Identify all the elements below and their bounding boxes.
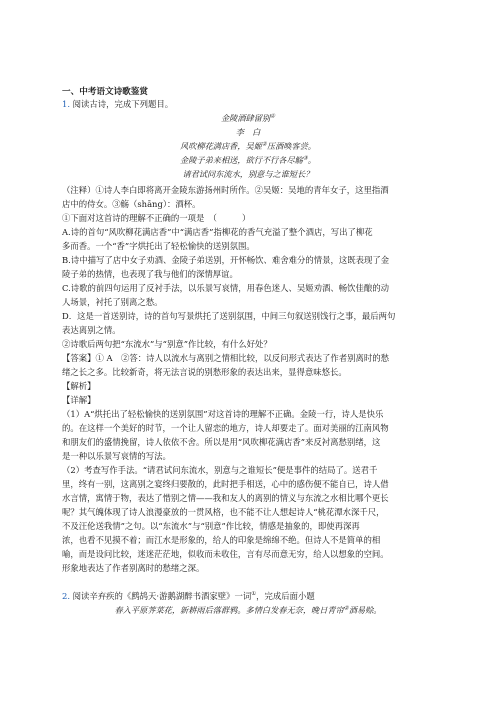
question-intro-text: 阅读古诗，完成下列题目。: [72, 99, 174, 109]
question-intro-tail: ，完成后面小题: [256, 591, 315, 601]
detail-line: 不及汪伦送我情”之句。以“东流水”与“别意”作比较，情感是抽象的，即使再深再: [62, 521, 360, 531]
option-line: 陵子弟的热情，也表现了我与他们的深情厚谊。: [62, 269, 238, 279]
detail-line: 呢？其气魄体现了诗人浪漫豪放的一贯风格，也不能不让人想起诗人“桃花潭水深千尺，: [62, 507, 385, 517]
question-1-intro: [62, 98, 173, 110]
option-line: A.诗的首句“风吹柳花满店香”中“满店香”指柳花的香气充溢了整个酒店，写出了柳花: [62, 227, 373, 237]
poem-line-2: [0, 154, 496, 166]
detail-line: 水言情，寓情于物，表达了惜别之情——我和友人的离别的情义与东流之水相比哪个更长: [62, 493, 389, 503]
poem-line-1: [0, 140, 496, 152]
footnote-mark: ③: [302, 155, 308, 162]
detail-label: 【详解】: [62, 395, 96, 405]
detail-line: 是一种以乐景写哀情的写法。: [62, 451, 171, 461]
notes-line: 店中的侍女。③觞（shāng）：酒杯。: [62, 199, 201, 209]
poem-title: [0, 112, 496, 124]
detail-line: 的。在这样一个美好的时节，一个让人留恋的地方，诗人却要走了。面对美丽的江南风物: [62, 423, 389, 433]
option-line: 人场景，衬托了别离之愁。: [62, 297, 163, 307]
poem-line-text: 金陵子弟来相送，欲行不行各尽觞: [180, 155, 303, 165]
poem-line-3: 请君试问东流水，别意与之谁短长？: [182, 169, 314, 179]
poem-line-text: 压酒唤客尝。: [266, 141, 316, 151]
answer-line: 【答案】① A ②答：诗人以流水与离别之情相比较，以反问形式表达了作者别离时的愁: [62, 353, 389, 363]
option-line: 表达离别之情。: [62, 325, 121, 335]
detail-line: 喻，而是设问比较，迷迷茫茫地，似收而未收住，言有尽而意无穷，给人以想象的空间。: [62, 549, 389, 559]
detail-line: 和朋友们的盛情挽留，诗人依依不舍。所以是用“风吹柳花满店香”来反衬离愁别绪，这: [62, 437, 381, 447]
footnote-mark: ①: [270, 113, 276, 120]
analysis-label: 【解析】: [62, 381, 96, 391]
detail-line: （1）A“烘托出了轻松愉快的送别氛围”对这首诗的理解不正确。金陵一行，诗人是快乐: [62, 409, 384, 419]
notes-line: （注释）①诗人李白即将离开金陵东游扬州时所作。②吴姬：吴地的青年女子，这里指酒: [62, 185, 389, 195]
subquestion-line: ①下面对这首诗的理解不正确的一项是 （ ）: [62, 213, 251, 223]
footnote-mark: ②: [261, 141, 267, 148]
section-title: 一、中考语文诗歌鉴赏: [62, 87, 148, 97]
option-line: B.诗中描写了店中女子劝酒、金陵子弟送别，开怀畅饮、难舍难分的情景，这既表现了金: [62, 255, 390, 265]
answer-line: 绪之长之多。比较新奇，将无法言说的别愁形象的表达出来，显得意味悠长。: [62, 367, 347, 377]
poem-author: 李 白: [235, 127, 261, 137]
detail-line: 浓，也看不见摸不着；而江水是形象的，给人的印象是绵绵不绝。但诗人不是简单的相: [62, 535, 381, 545]
detail-line: （2）考查写作手法。“请君试问东流水，别意与之谁短长”便是事件的结局了。送君千: [62, 465, 378, 475]
footnote-mark: ②: [343, 605, 349, 612]
detail-line: 里，终有一别，这离别之宴终归要散的，此时把手相送，心中的感伤便不能自已，诗人借: [62, 479, 389, 489]
poem-title-text: 金陵酒肆留别: [220, 113, 271, 123]
detail-line: 形象地表达了作者别离时的愁绪之深。: [62, 563, 205, 573]
question-number: 1.: [62, 99, 70, 109]
question-intro-text: 阅读辛弃疾的《鹧鸪天·游鹅湖醉书酒家壁》一词: [72, 591, 252, 601]
option-line: 多而香。一个“香”字烘托出了轻松愉快的送别氛围。: [62, 241, 255, 251]
question-number: 2.: [62, 591, 70, 601]
poem-line-text: 春入平原荠菜花，新耕雨后落群鸦。多情白发春无奈，晚日青帘: [114, 605, 344, 615]
option-line: C.诗歌的前四句运用了反衬手法，以乐景写哀情，用春色迷人、吴姬劝酒、畅饮佳酿的动: [62, 283, 390, 293]
subquestion-line: ②诗歌后两句把“东流水”与“别意”作比较，有什么好处？: [62, 339, 272, 349]
poem-line-text: 风吹柳花满店香，吴姬: [180, 141, 262, 151]
footnote-mark: ①: [251, 591, 257, 598]
poem-line: [0, 604, 496, 616]
option-line: D．这是一首送别诗，诗的首句写景烘托了送别氛围，中间三句叙送别饯行之事，最后两句: [62, 311, 396, 321]
poem-line-tail: 酒易赊。: [348, 605, 382, 615]
question-2-intro: [62, 590, 315, 602]
poem-line-text: 。: [307, 155, 316, 165]
